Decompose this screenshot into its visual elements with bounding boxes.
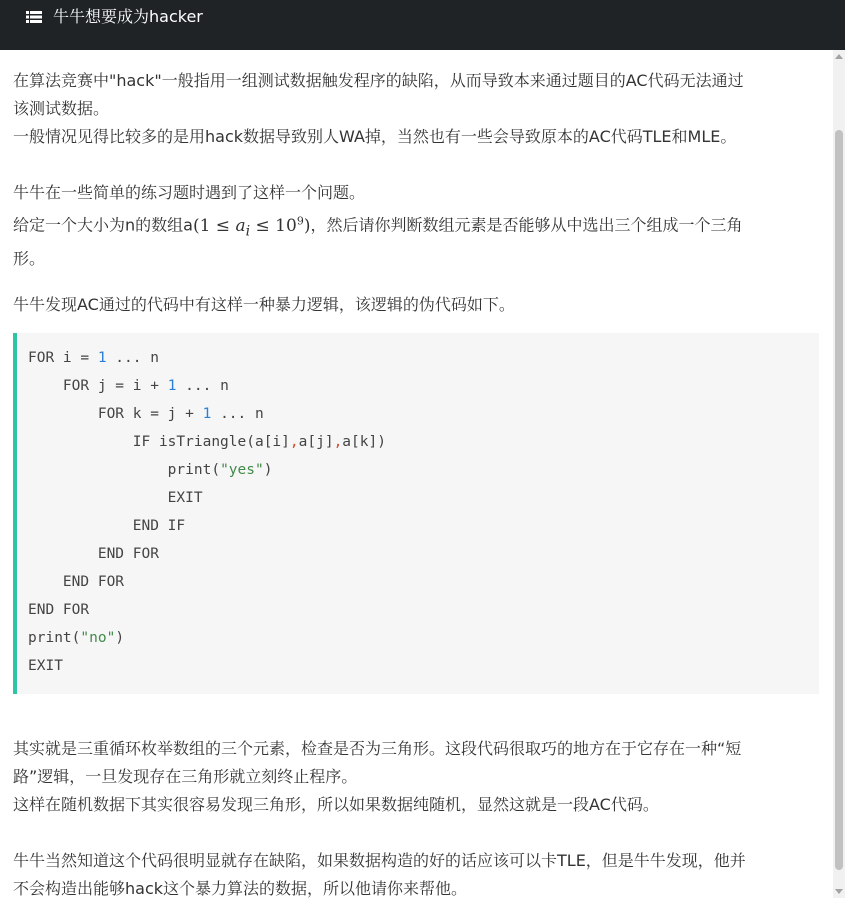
code-line: END FOR <box>28 602 90 618</box>
vertical-scrollbar[interactable] <box>833 50 845 898</box>
text-line: 该测试数据。 <box>13 99 110 118</box>
problem-content <box>0 50 833 898</box>
text-line <box>13 207 819 245</box>
code-line: END FOR <box>28 574 125 590</box>
code-line: FOR k = j + 1 ... n <box>28 406 264 422</box>
math-part: (1 ≤ <box>192 215 236 236</box>
text-line: 牛牛当然知道这个代码很明显就存在缺陷，如果数据构造的好的话应该可以卡TLE，但是牛牛发现，他并 <box>13 851 746 870</box>
scroll-up-icon[interactable] <box>835 54 843 59</box>
problem-paragraph <box>13 179 819 273</box>
math-exp: 9 <box>296 214 304 227</box>
intro-paragraph <box>13 67 819 151</box>
code-line: IF isTriangle(a[i],a[j],a[k]) <box>28 434 386 450</box>
text-line: 这样在随机数据下其实很容易发现三角形，所以如果数据纯随机，显然这就是一段AC代码。 <box>13 795 659 814</box>
text-line: 其实就是三重循环枚举数组的三个元素，检查是否为三角形。这段代码很取巧的地方在于它存在一种“短 <box>13 739 742 758</box>
math-formula <box>192 214 311 240</box>
top-bar <box>0 0 845 50</box>
math-part: ) <box>303 215 311 236</box>
code-line: print("yes") <box>28 462 273 478</box>
text-line: 路”逻辑，一旦发现存在三角形就立刻终止程序。 <box>13 767 358 786</box>
math-part: ≤ 10 <box>250 215 297 236</box>
scrollbar-thumb[interactable] <box>835 130 843 870</box>
code-line: END FOR <box>28 546 159 562</box>
text-line: 在算法竞赛中"hack"一般指用一组测试数据触发程序的缺陷，从而导致本来通过题目的AC代码无法通过 <box>13 71 744 90</box>
page-title: 牛牛想要成为hacker <box>53 7 203 26</box>
request-paragraph <box>13 847 819 898</box>
text-line: 牛牛在一些简单的练习题时遇到了这样一个问题。 <box>13 183 366 202</box>
text-line: 牛牛发现AC通过的代码中有这样一种暴力逻辑，该逻辑的伪代码如下。 <box>13 295 515 314</box>
text-span: ，然后请你判断数组元素是否能够从中选出三个组成一个三角 <box>310 215 743 235</box>
code-line: END IF <box>28 518 186 534</box>
code-line: print("no") <box>28 630 125 646</box>
explanation-paragraph <box>13 735 819 819</box>
text-line: 形。 <box>13 249 46 269</box>
pseudocode-block <box>13 333 819 694</box>
text-span: 给定一个大小为n的数组a <box>13 215 193 235</box>
math-var: a <box>235 215 246 236</box>
text-line: 一般情况见得比较多的是用hack数据导致别人WA掉，当然也有一些会导致原本的AC代码TLE和MLE。 <box>13 127 737 146</box>
code-line: EXIT <box>28 658 63 674</box>
code-line: FOR j = i + 1 ... n <box>28 378 229 394</box>
code-line: FOR i = 1 ... n <box>28 350 159 366</box>
text-line: 不会构造出能够hack这个暴力算法的数据，所以他请你来帮他。 <box>13 879 468 898</box>
math-sub: i <box>245 223 251 240</box>
code-text <box>28 344 386 680</box>
list-icon <box>26 11 42 23</box>
code-intro-paragraph <box>13 291 819 319</box>
code-line: EXIT <box>28 490 203 506</box>
scroll-down-icon[interactable] <box>835 889 843 894</box>
